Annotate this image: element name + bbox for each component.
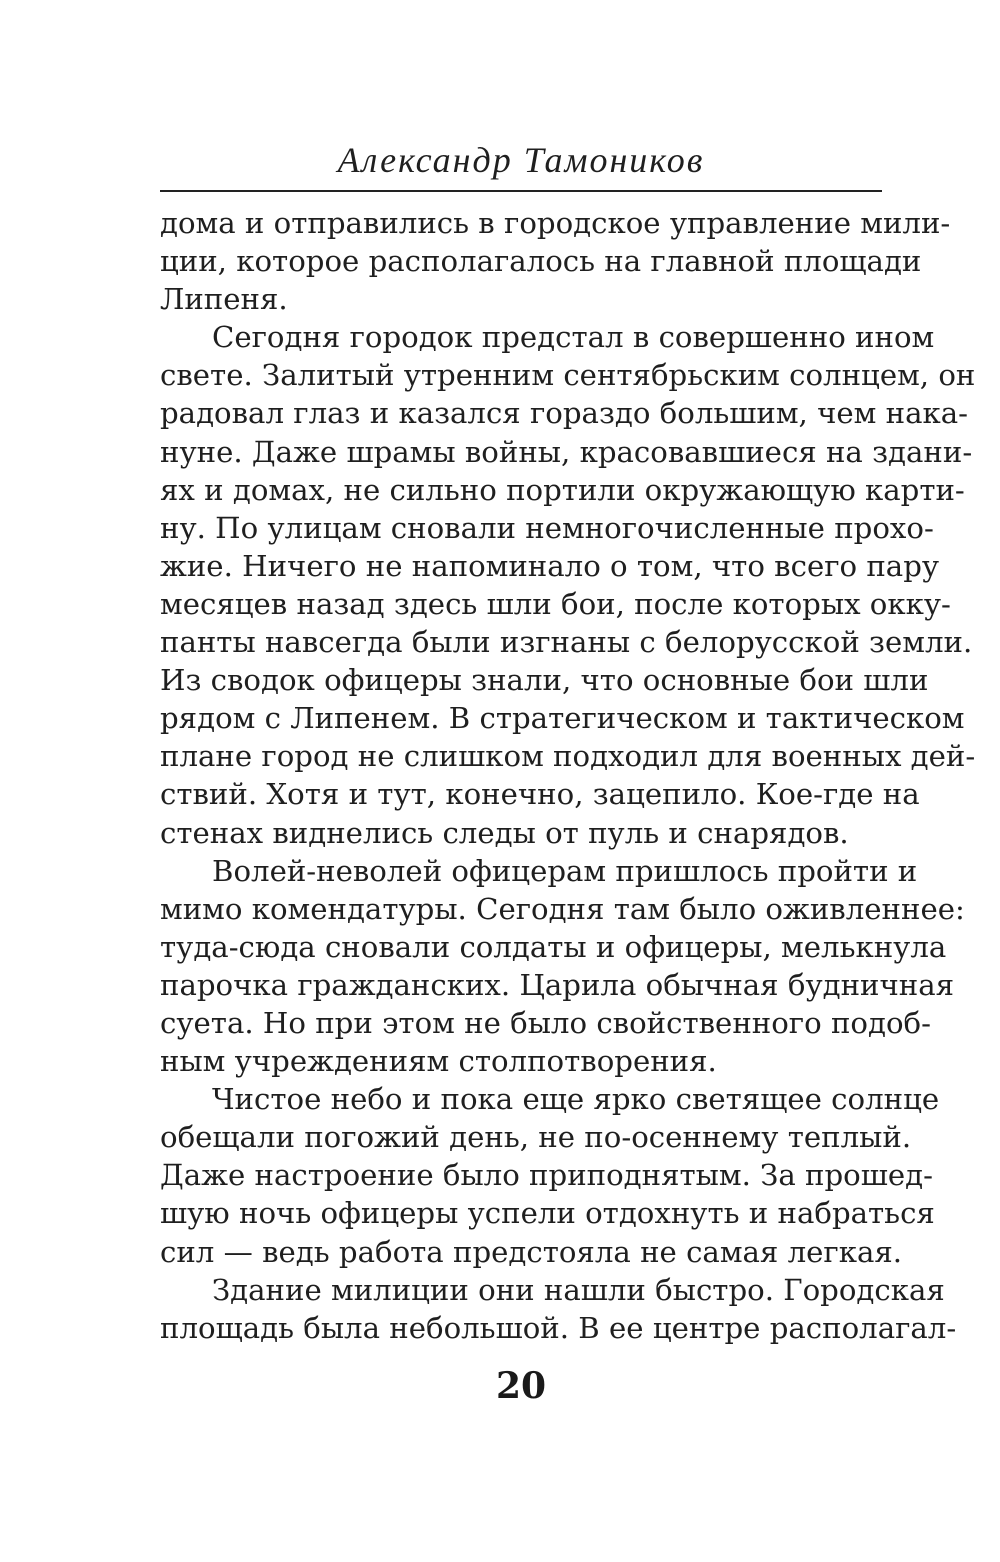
- text-line: Волей-неволей офицерам пришлось пройти и: [212, 853, 918, 888]
- text-line: свете. Залитый утренним сентябрьским солнцем, он: [160, 358, 976, 393]
- text-line: ции, которое располагалось на главной площади: [160, 244, 922, 279]
- text-line: Здание милиции они нашли быстро. Городская: [212, 1272, 945, 1307]
- text-line: ну. По улицам сновали немногочисленные прохо-: [160, 510, 934, 545]
- text-line: плане город не слишком подходил для военных дей-: [160, 739, 976, 774]
- text-line: Сегодня городок предстал в совершенно ином: [212, 320, 935, 355]
- text-line: ным учреждениям столпотворения.: [160, 1044, 717, 1079]
- text-line: рядом с Липенем. В стратегическом и тактическом: [160, 701, 965, 736]
- text-line: ях и домах, не сильно портили окружающую карти-: [160, 472, 965, 507]
- text-line: Липеня.: [160, 282, 288, 317]
- text-line: дома и отправились в городское управление мили-: [160, 206, 951, 240]
- text-line: шую ночь офицеры успели отдохнуть и набраться: [160, 1196, 935, 1231]
- text-line: ствий. Хотя и тут, конечно, зацепило. Кое-где на: [160, 777, 920, 812]
- text-line: суета. Но при этом не было свойственного подоб-: [160, 1005, 931, 1040]
- text-line: жие. Ничего не напоминало о том, что всего пару: [160, 548, 940, 583]
- text-line: Даже настроение было приподнятым. За прошед-: [160, 1158, 933, 1193]
- text-line: радовал глаз и казался гораздо большим, чем нака-: [160, 396, 969, 431]
- running-header-author: Александр Тамоников: [337, 140, 705, 180]
- text-line: обещали погожий день, не по-осеннему теплый.: [160, 1120, 912, 1155]
- text-line: стенах виднелись следы от пуль и снарядов.: [160, 815, 849, 850]
- text-line: туда-сюда сновали солдаты и офицеры, мелькнула: [160, 929, 947, 964]
- text-line: парочка гражданских. Царила обычная будничная: [160, 967, 955, 1002]
- text-line: месяцев назад здесь шли бои, после которых окку-: [160, 586, 951, 621]
- text-line: площадь была небольшой. В ее центре располагал-: [160, 1310, 957, 1345]
- text-line: панты навсегда были изгнаны с белорусской земли.: [160, 625, 973, 660]
- body-text: [160, 204, 976, 1347]
- text-line: мимо комендатуры. Сегодня там было оживленнее:: [160, 891, 965, 926]
- text-line: Из сводок офицеры знали, что основные бои шли: [160, 663, 929, 698]
- text-line: Чистое небо и пока еще ярко светящее солнце: [212, 1082, 940, 1117]
- text-line: нуне. Даже шрамы войны, красовавшиеся на здани-: [160, 434, 973, 469]
- page-number: 20: [495, 1365, 547, 1407]
- text-line: сил — ведь работа предстояла не самая легкая.: [160, 1234, 903, 1269]
- header-rule: [160, 190, 882, 192]
